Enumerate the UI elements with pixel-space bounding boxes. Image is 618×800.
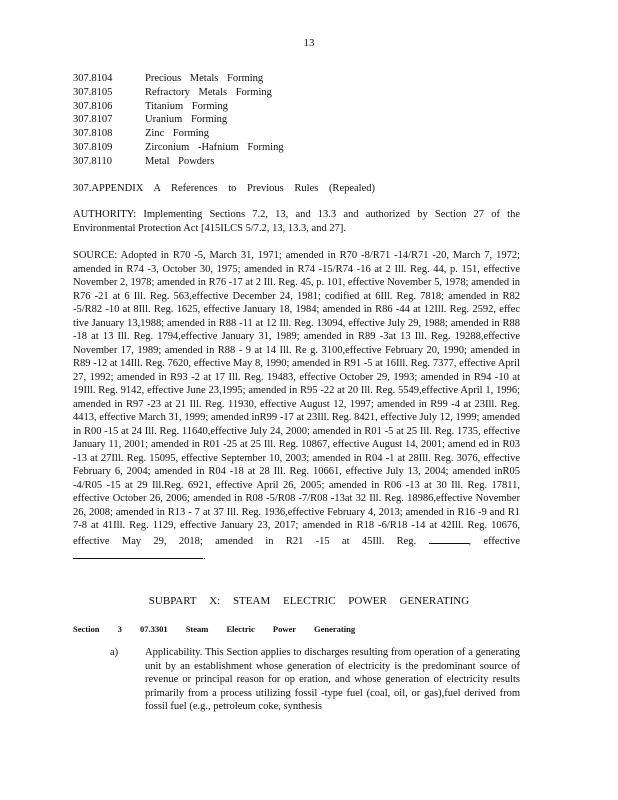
appendix-entry: 307.APPENDIX A References to Previous Rules (Repealed): [73, 183, 375, 194]
item-label: a): [110, 647, 119, 658]
toc-row: [73, 72, 284, 86]
toc-title: Uranium Forming: [145, 114, 228, 126]
toc-row: [73, 127, 284, 141]
toc-row: [73, 155, 284, 169]
toc-number: 307.8106: [73, 100, 113, 112]
source-paragraph: [73, 249, 520, 564]
toc-title: Precious Metals Forming: [145, 73, 264, 84]
toc-number: 307.8110: [73, 155, 112, 167]
toc-title: Zinc Forming: [145, 128, 210, 140]
toc-number: 307.8105: [73, 86, 113, 98]
subpart-heading: SUBPART X: STEAM ELECTRIC POWER GENERATING: [148, 595, 470, 607]
page-number: 13: [303, 37, 315, 49]
source-tail: , effective: [468, 535, 520, 547]
toc-title: Zirconium -Hafnium Forming: [145, 141, 284, 153]
toc-title: Refractory Metals Forming: [145, 86, 272, 98]
toc-list: [73, 72, 284, 169]
source-text: SOURCE: Adopted in R70 -5, March 31, 1971; amended in R70 -8/R71 -14/R71 -20, March 7, 1972; amended in R74 -3, October 30, 1975; amended in R74 -15/R74 -16 at 2 Ill. Reg. 44, p. 151, effective November 2, 1978; amended in R76 -17 at 2 Ill. Reg. 45, p. 101, effective November 5, 1978; amended in R76 -21 at 6 Ill. Reg. 563,effective December 24, 1981; codified at 6Ill. Reg. 7818; amended in R82 -5/R82 -10 at 8Ill. Reg. 1625, effective January 18, 1984; amended in R86 -44 at 12Ill. Reg. 2592, effec tive January 13,1988; amended in R88 -11 at 12 Ill. Reg. 13094, effective July 29, 1988; amended in R88 -18 at 13 Ill. Reg. 1794,effective January 31, 1989; amended in R89 -3at 13 Ill. Reg. 19288,effective November 17, 1989; amended in R88 - 9 at 14 Ill. Re g. 3100,effective February 20, 1990; amended in R89 -12 at 14Ill. Reg. 7620, effective May 8, 1990; amended in R91 -5 at 16Ill. Reg. 7377, effective April 27, 1992; amended in R93 -2 at 17 Ill. Reg. 19483, effective October 29, 1993; amended in R94 -10 at 19Ill. Reg. 9142, effective June 23,1995; amended in R95 -22 at 20 Ill. Reg. 5549,effective April 1, 1996; amended in R97 -23 at 21 Ill. Reg. 11930, effective August 12, 1997; amended in R99 -4 at 23Ill. Reg. 4413, effective March 31, 1999; amended inR99 -17 at 23Ill. Reg. 8421, effective July 12, 1999; amended in R00 -15 at 24 Ill. Reg. 11640,effective July 24, 2000; amended in R01 -5 at 25 Ill. Reg. 1735, effective January 11, 2001; amended in R01 -25 at 25 Ill. Reg. 10867, effective August 14, 2001; amend ed in R03 -13 at 27Ill. Reg. 15095, effective September 10, 2003; amended in R04 -1 at 28Ill. Reg. 3076, effective February 6, 2004; amended in R04 -18 at 28 Ill. Reg. 10661, effective July 13, 2004; amended inR05 -4/R05 -15 at 29 Ill.Reg. 6921, effective April 26, 2005; amended in R06 -13 at 30 Ill. Reg. 17811, effective October 26, 2006; amended in R08 -5/R08 -7/R08 -13at 32 Ill. Reg. 18986,effective November 26, 2008; amended in R13 - 7 at 37 Ill. Reg. 1936,effective February 4, 2013; amended in R16 -9 and R1 7-8 at 41Ill. Reg. 1129, effective January 23, 2017; amended in R18 -6/R18 -14 at 42Ill. Reg. 10676, effective May 29, 2018; amended in R21 -15 at 45Ill. Reg.: [73, 250, 520, 547]
toc-row: [73, 100, 284, 114]
blank-line: [429, 533, 469, 544]
item-text: Applicability. This Section applies to discharges resulting from operation of a generating unit by an establishment whose generation of electricity is the predominant source of revenue or principal reason for op eration, and whose generation of electricity results primarily from a process utilizing fossil -type fuel (coal, oil, or gas),fuel derived from fossil fuel (e.g., petroleum coke, synthesis: [145, 647, 520, 713]
toc-row: [73, 113, 284, 127]
toc-number: 307.8108: [73, 128, 113, 140]
toc-title: Titanium Forming: [145, 100, 228, 112]
toc-number: 307.8107: [73, 114, 113, 126]
toc-row: [73, 141, 284, 155]
toc-title: Metal Powders: [145, 155, 215, 167]
toc-number: 307.8109: [73, 141, 113, 153]
toc-number: 307.8104: [73, 73, 113, 84]
authority-paragraph: AUTHORITY: Implementing Sections 7.2, 13, and 13.3 and authorized by Section 27 of the Environmental Protection Act [415ILCS 5/7.2, 13, 13.3, and 27].: [73, 209, 520, 234]
source-end: .: [203, 551, 206, 563]
blank-line: [73, 548, 203, 559]
toc-row: [73, 86, 284, 100]
section-heading: Section 3 07.3301 Steam Electric Power Generating: [73, 624, 356, 634]
